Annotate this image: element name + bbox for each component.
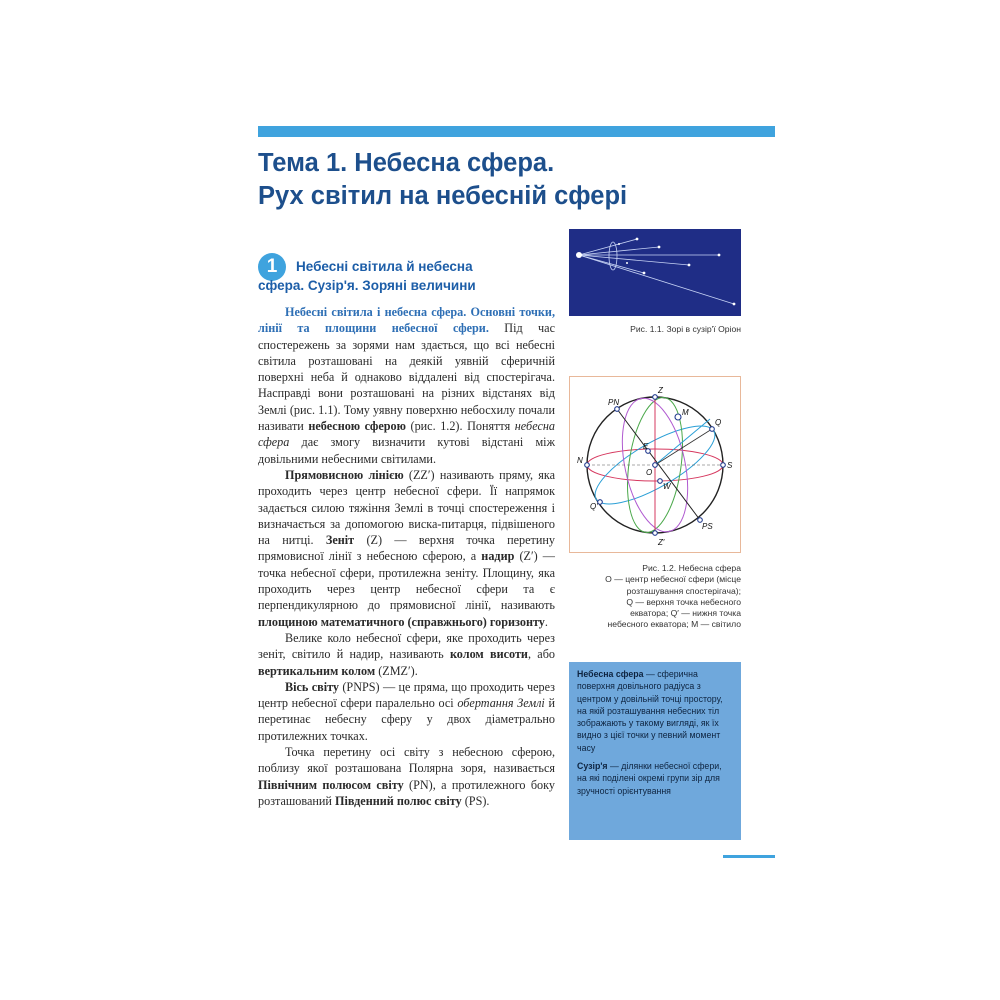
figure-2-caption [569,563,741,631]
term: Прямовисною лінією [285,467,404,482]
label-north-pole: PN [608,398,620,407]
section-heading-line-1: Небесні світила й небесна [296,259,473,274]
label-equator-top: Q [715,418,722,427]
term: вертикальним колом [258,663,376,678]
figure-1-caption: Рис. 1.1. Зорі в сузір'ї Оріон [630,324,741,334]
orion-star-diagram [569,229,741,316]
definition-text: — ділянки небесної сфери, на які поділені окремі групи зір для зручності орієнтування [577,761,722,796]
text-run: (ZMZ′). [375,663,418,678]
section-heading-line-2: сфера. Сузір'я. Зоряні величини [258,278,476,293]
paragraph-4 [258,679,555,744]
emphasis: обертання Землі [457,696,545,711]
label-equator-bottom: Q′ [590,502,598,511]
text-run: Велике коло небесної сфери, яке проходить через зеніт, світило й надир, називають [258,630,555,662]
text-run: Точка перетину осі світу з небесною сферою, поблизу якої розташована Полярна зоря, називається [258,745,555,776]
term: Зеніт [325,533,355,548]
label-south: S [727,461,733,470]
text-run: , або [527,647,555,662]
paragraph-1 [258,304,555,467]
term: Північним полюсом світу [258,777,404,792]
label-east: E [643,442,649,451]
caption-line: Рис. 1.2. Небесна сфера [642,563,741,573]
text-run: (Z′) — точка небесної сфери, протилежна зеніту. Площину, яка проходить через центр небесної сфери та є перпендикулярною до прямовисної лінії, називають [258,549,555,613]
definition-constellation [577,760,733,797]
text-run: (PS). [461,793,490,808]
paragraph-3 [258,630,555,679]
text-run: . [544,614,548,629]
orion-figure [569,229,741,316]
text-run: (рис. 1.2). Поняття [405,419,515,434]
term: Вісь світу [285,679,340,694]
term: колом висоти [449,647,528,662]
definition-text: — сферична поверхня довільного радіуса з центром у довільній точці простору, на якій розташування небесних тіл зображають у такому вигляді, як їх видно з цієї точки у певний момент часу [577,669,723,753]
label-south-pole: PS [702,522,713,531]
definitions-box [569,662,741,840]
celestial-sphere-figure [569,376,741,553]
text-run: дає змогу визначити кутові відстані між довільними небесними світилами. [258,435,555,466]
label-star: M [682,408,689,417]
caption-line: O — центр небесної сфери (місце [605,574,741,585]
title-line-2: Рух світил на небесній сфері [258,182,628,210]
top-accent-bar [258,126,775,137]
text-run: й перетинає небесну сферу у двох діаметрально протилежних точках. [258,696,555,743]
caption-line: екватора; Q′ — нижня точка [630,608,741,619]
text-run: (ZZ′) називають пряму, яка проходить через центр небесної сфери. Її напрямок задається силою тяжіння Землі в точці спостереження і визначається за допомогою виска-питарця, підвішеного на нитці. [258,467,555,548]
label-center: O [646,468,653,477]
label-zenith: Z [658,386,663,395]
section-heading [258,257,546,295]
definition-term: Сузір'я [577,761,608,772]
caption-line: розташування спостерігача); [626,585,741,596]
term: надир [481,549,515,564]
text-run: (PN), а протилежного боку розташований [258,777,555,808]
paragraph-lead: Небесні світила і небесна сфера. Основні точки, лінії та площини небесної сфери. [258,305,555,336]
section-number-badge: 1 [258,253,286,281]
label-north: N [577,456,583,465]
paragraph-5 [258,744,555,809]
term: небесною сферою [308,419,406,434]
emphasis: небесна сфера [258,419,555,450]
bottom-accent-bar [723,855,775,858]
title-line-1: Тема 1. Небесна сфера. [258,149,555,177]
celestial-sphere-diagram [570,377,740,552]
definition-term: Небесна сфера [577,669,644,679]
main-body-text [258,304,555,809]
text-run: (Z) — верхня точка перетину прямовисної лінії з небесною сферою, а [258,533,555,564]
caption-line: Q — верхня точка небесного [626,596,741,607]
paragraph-2 [258,467,555,630]
text-run: (PNPS) — це пряма, що проходить через центр небесної сфери паралельно осі [258,679,555,711]
page-title [258,147,778,213]
label-west: W [663,482,671,491]
caption-line: небесного екватора; M — світило [607,619,741,630]
label-nadir: Z′ [658,538,665,547]
term: Південний полюс світу [334,793,462,808]
text-run: Під час спостережень за зорями нам здається, що всі небесні світила розташовані на деякій уявній сферичній поверхні неба й однаково віддалені від спостерігача. Насправді вони розташовані на різних відстанях від Землі (рис. 1.1). Тому уявну поверхню небосхилу почали називати [258,321,556,434]
definition-celestial-sphere [577,668,733,754]
term: площиною математичного (справжнього) горизонту [258,614,545,629]
